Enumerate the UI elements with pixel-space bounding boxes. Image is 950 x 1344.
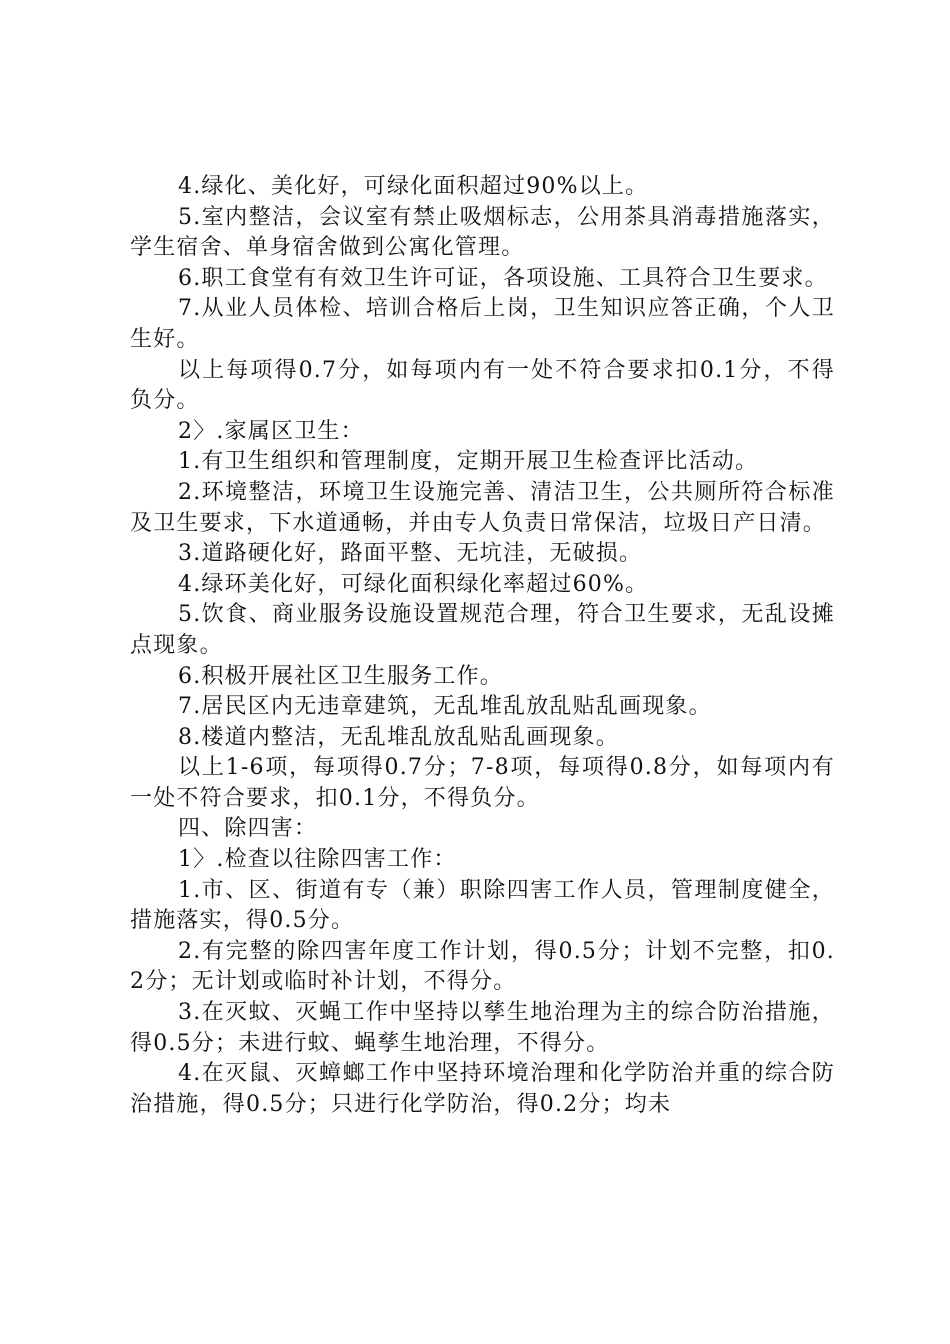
paragraph-indoor-clean: 5.室内整洁，会议室有禁止吸烟标志，公用茶具消毒措施落实，学生宿舍、单身宿舍做到公寓化管理。 [130, 204, 835, 261]
section-heading-four-pests: 四、除四害： [178, 816, 318, 842]
paragraph-family-4: 4.绿环美化好，可绿化面积绿化率超过60%。 [178, 571, 649, 597]
paragraph-family-6: 6.积极开展社区卫生服务工作。 [178, 663, 503, 689]
paragraph-pests-3: 3.在灭蚊、灭蝇工作中坚持以孳生地治理为主的综合防治措施，得0.5分；未进行蚊、蝇孳生地治理，不得分。 [130, 1000, 835, 1056]
paragraph-family-5: 5.饮食、商业服务设施设置规范合理，符合卫生要求，无乱设摊点现象。 [130, 602, 835, 658]
paragraph-scoring-note-1: 以上每项得0.7分，如每项内有一处不符合要求扣0.1分，不得负分。 [130, 357, 835, 414]
paragraph-scoring-note-2: 以上1-6项，每项得0.7分；7-8项，每项得0.8分，如每项内有一处不符合要求，扣0.1分，不得负分。 [130, 755, 835, 811]
paragraph-family-8: 8.楼道内整洁，无乱堆乱放乱贴乱画现象。 [178, 724, 619, 750]
paragraph-staff-health: 7.从业人员体检、培训合格后上岗，卫生知识应答正确，个人卫生好。 [130, 296, 835, 352]
paragraph-family-2: 2.环境整洁，环境卫生设施完善、清洁卫生，公共厕所符合标准及卫生要求，下水道通畅，并由专人负责日常保洁，垃圾日产日清。 [130, 479, 835, 536]
paragraph-family-3: 3.道路硬化好，路面平整、无坑洼，无破损。 [178, 541, 643, 567]
paragraph-pests-1: 1.市、区、街道有专（兼）职除四害工作人员，管理制度健全，措施落实，得0.5分。 [130, 877, 835, 934]
paragraph-greening: 4.绿化、美化好，可绿化面积超过90%以上。 [178, 174, 649, 199]
paragraph-pests-2: 2.有完整的除四害年度工作计划，得0.5分；计划不完整，扣0.2分；无计划或临时补计划，不得分。 [130, 938, 835, 995]
document-body [130, 172, 835, 1120]
paragraph-pests-4: 4.在灭鼠、灭蟑螂工作中坚持环境治理和化学防治并重的综合防治措施，得0.5分；只进行化学防治，得0.2分；均未 [130, 1061, 835, 1117]
paragraph-canteen: 6.职工食堂有有效卫生许可证，各项设施、工具符合卫生要求。 [178, 265, 828, 291]
section-heading-family-area: 2〉.家属区卫生： [178, 418, 364, 444]
paragraph-family-1: 1.有卫生组织和管理制度，定期开展卫生检查评比活动。 [178, 449, 759, 475]
subsection-heading-past-work: 1〉.检查以往除四害工作： [178, 847, 457, 873]
paragraph-family-7: 7.居民区内无违章建筑，无乱堆乱放乱贴乱画现象。 [178, 694, 712, 720]
